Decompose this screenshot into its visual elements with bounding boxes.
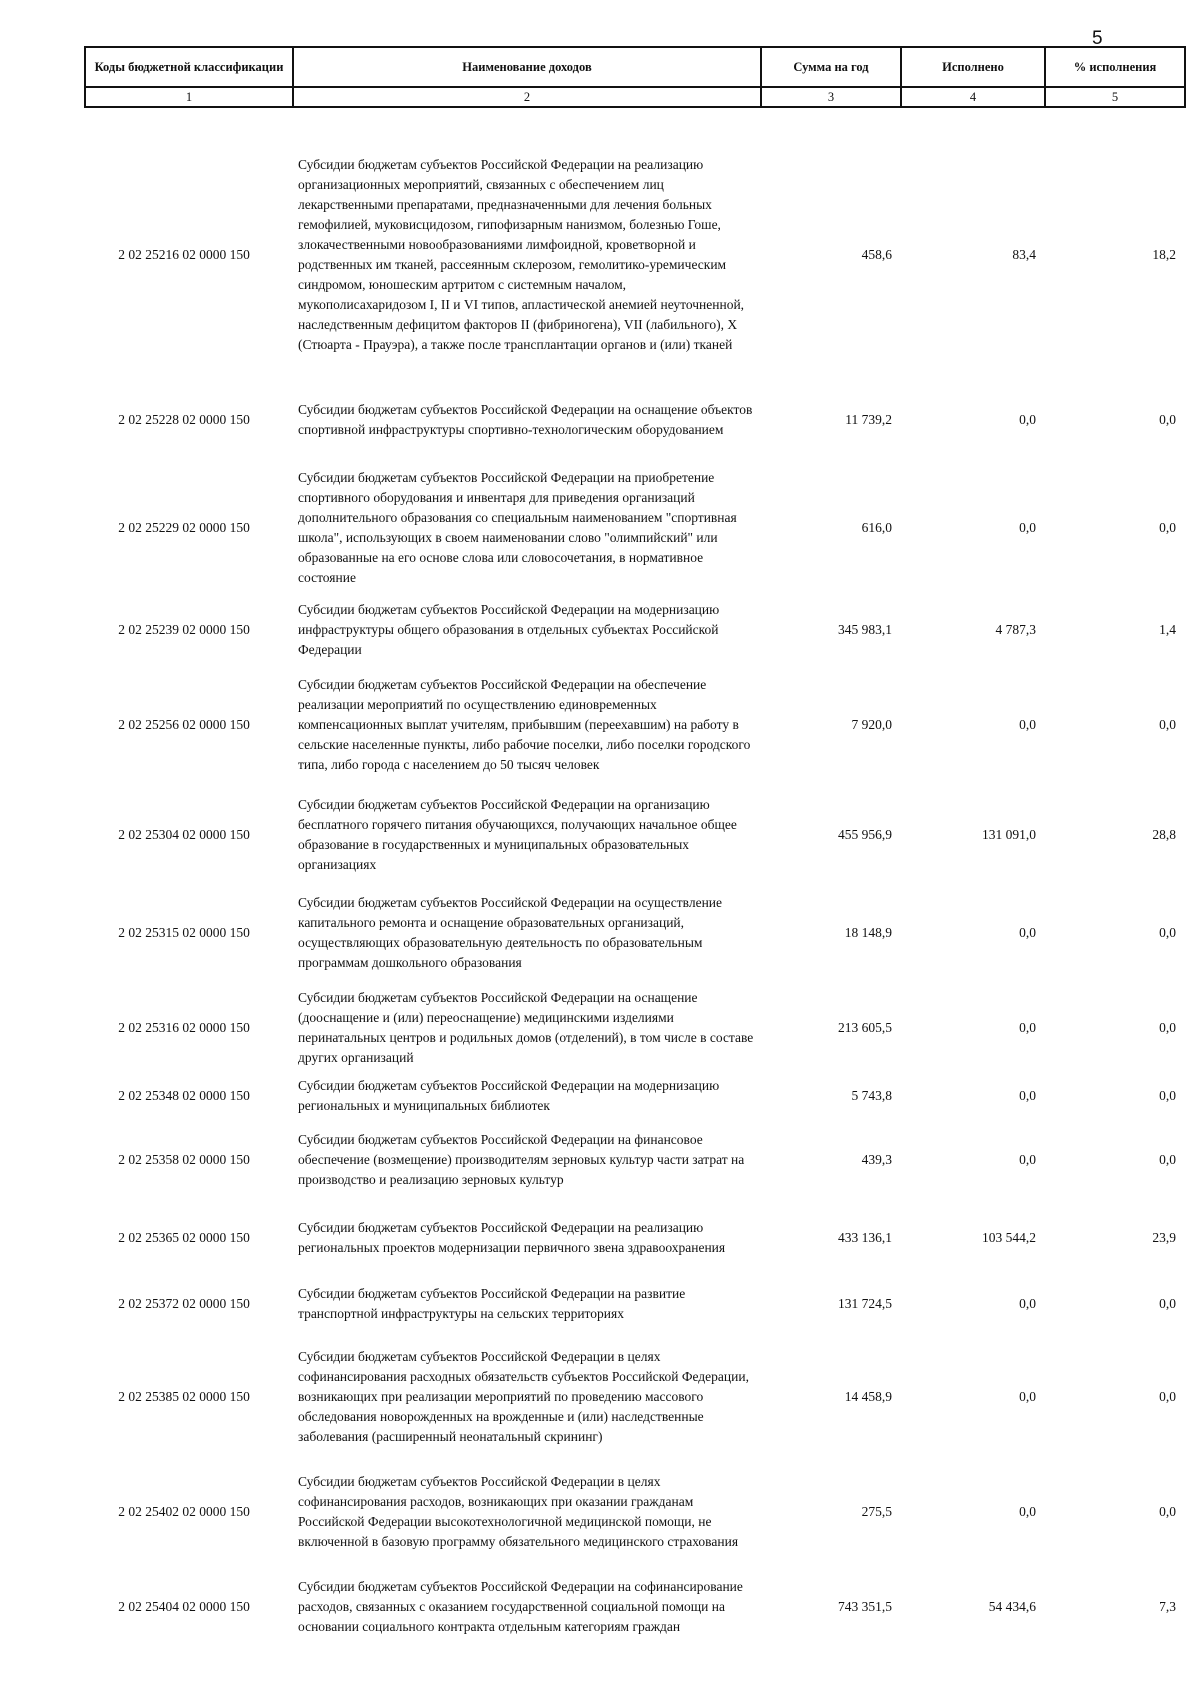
table-row [84,130,1184,380]
header-execution-percent: % исполнения [1045,47,1185,87]
executed-cell: 0,0 [1019,1503,1036,1519]
annual-sum-cell: 743 351,5 [838,1598,892,1614]
annual-sum-cell: 131 724,5 [838,1296,892,1311]
income-name-cell: Субсидии бюджетам субъектов Российской Федерации на организацию бесплатного горячего питания обучающихся, получающих начальное общее образование в государственных и муниципальных образовательных организациях [298,797,737,872]
budget-code-cell: 2 02 25348 02 0000 150 [118,1088,250,1103]
execution-percent-cell: 0,0 [1159,924,1176,940]
annual-sum-cell: 455 956,9 [838,827,892,842]
income-name-cell: Субсидии бюджетам субъектов Российской Федерации в целях софинансирования расходных обязательств субъектов Российской Федерации, возникающих при реализации мероприятий по проведению массового обследования новорожденных на врожденные и (или) наследственные заболевания (расширенный неонатальный скрининг) [298,1348,749,1444]
execution-percent-cell: 0,0 [1159,717,1176,732]
annual-sum-cell: 5 743,8 [851,1088,892,1103]
header-col-number: 4 [901,87,1045,107]
income-name-cell: Субсидии бюджетам субъектов Российской Федерации на модернизацию инфраструктуры общего образования в отдельных субъектах Российской Федерации [298,602,720,657]
income-name-cell: Субсидии бюджетам субъектов Российской Федерации на обеспечение реализации мероприятий по осуществлению единовременных компенсационных выплат учителям, прибывшим (переехавшим) на работу в сельские населенные пункты, либо рабочие поселки, либо поселки городского типа, либо города с населением до 50 тысяч человек [298,677,751,772]
table-row [84,1564,1184,1649]
income-name-cell: Субсидии бюджетам субъектов Российской Федерации на приобретение спортивного оборудования и инвентаря для приведения организаций дополнительного образования со специальным наименованием "спортивная школа", использующих в своем наименовании слово "олимпийский" или образованные на его основе слова или словосочетания, в нормативное состояние [298,469,737,585]
execution-percent-cell: 0,0 [1159,1151,1176,1167]
table-row [84,1274,1184,1334]
execution-percent-cell: 0,0 [1159,412,1176,427]
table-row [84,885,1184,980]
annual-sum-cell: 18 148,9 [844,924,892,940]
executed-cell: 0,0 [1019,717,1036,732]
budget-code-cell: 2 02 25402 02 0000 150 [118,1503,250,1519]
executed-cell: 0,0 [1019,1296,1036,1311]
budget-code-cell: 2 02 25315 02 0000 150 [118,924,250,940]
budget-code-cell: 2 02 25316 02 0000 150 [118,1019,250,1035]
budget-code-cell: 2 02 25229 02 0000 150 [118,519,250,535]
executed-cell: 83,4 [1012,247,1036,262]
income-name-cell: Субсидии бюджетам субъектов Российской Федерации на софинансирование расходов, связанных с оказанием государственной социальной помощи на основании социального контракта отдельным категориям граждан [298,1578,743,1634]
budget-code-cell: 2 02 25365 02 0000 150 [118,1230,250,1245]
executed-cell: 0,0 [1019,1388,1036,1404]
budget-code-cell: 2 02 25256 02 0000 150 [118,717,250,732]
budget-code-cell: 2 02 25239 02 0000 150 [118,622,250,637]
table-row [84,1459,1184,1564]
annual-sum-cell: 7 920,0 [851,717,892,732]
budget-code-cell: 2 02 25304 02 0000 150 [118,827,250,842]
executed-cell: 0,0 [1019,1151,1036,1167]
income-name-cell: Субсидии бюджетам субъектов Российской Федерации на оснащение (дооснащение и (или) переоснащение) медицинскими изделиями перинатальных центров и родильных домов (отделений), в том числе в составе других организаций [298,989,754,1065]
execution-percent-cell: 1,4 [1159,622,1176,637]
annual-sum-cell: 14 458,9 [844,1388,892,1404]
table-row [84,665,1184,785]
header-col-number: 2 [293,87,761,107]
budget-code-cell: 2 02 25372 02 0000 150 [118,1296,250,1311]
annual-sum-cell: 345 983,1 [838,622,892,637]
execution-percent-cell: 23,9 [1152,1230,1176,1245]
table-row [84,1075,1184,1117]
table-row [84,380,1184,460]
annual-sum-cell: 439,3 [861,1151,892,1167]
budget-code-cell: 2 02 25404 02 0000 150 [118,1598,250,1614]
table-row [84,1117,1184,1202]
header-col-number: 3 [761,87,901,107]
income-name-cell: Субсидии бюджетам субъектов Российской Федерации на модернизацию региональных и муниципальных библиотек [298,1078,720,1113]
budget-code-cell: 2 02 25216 02 0000 150 [118,247,250,262]
header-executed: Исполнено [901,47,1045,87]
execution-percent-cell: 0,0 [1159,519,1176,535]
table-row [84,980,1184,1075]
execution-percent-cell: 0,0 [1159,1019,1176,1035]
budget-code-cell: 2 02 25385 02 0000 150 [118,1388,250,1404]
table-row [84,595,1184,665]
executed-cell: 54 434,6 [988,1598,1036,1614]
execution-percent-cell: 7,3 [1159,1598,1176,1614]
income-name-cell: Субсидии бюджетам субъектов Российской Федерации на развитие транспортной инфраструктуры на сельских территориях [298,1286,686,1321]
income-table [84,130,1184,1649]
executed-cell: 0,0 [1019,1019,1036,1035]
income-name-cell: Субсидии бюджетам субъектов Российской Федерации на оснащение объектов спортивной инфраструктуры спортивно-технологическим оборудованием [298,402,753,437]
income-name-cell: Субсидии бюджетам субъектов Российской Федерации на реализацию региональных проектов модернизации первичного звена здравоохранения [298,1220,726,1255]
table-header [84,46,1186,108]
income-name-cell: Субсидии бюджетам субъектов Российской Федерации на осуществление капитального ремонта и оснащение образовательных организаций, осуществляющих образовательную деятельность по образовательным программам дошкольного образования [298,894,723,970]
income-name-cell: Субсидии бюджетам субъектов Российской Федерации на реализацию организационных мероприятий, связанных с обеспечением лиц лекарственными препаратами, предназначенными для лечения больных гемофилией, муковисцидозом, гипофизарным нанизмом, болезнью Гоше, злокачественными новообразованиями лимфоидной, кроветворной и родственных им тканей, рассеянным склерозом, гемолитико-уремическим синдромом, юношеским артритом с системным началом, мукополисахаридозом I, II и VI типов, апластической анемией неуточненной, наследственным дефицитом факторов II (фибриногена), VII (лабильного), X (Стюарта - Прауэра), а также после трансплантации органов и (или) тканей [298,157,745,352]
execution-percent-cell: 0,0 [1159,1388,1176,1404]
execution-percent-cell: 0,0 [1159,1503,1176,1519]
annual-sum-cell: 213 605,5 [838,1019,892,1035]
execution-percent-cell: 0,0 [1159,1296,1176,1311]
header-income-name: Наименование доходов [293,47,761,87]
executed-cell: 103 544,2 [982,1230,1036,1245]
executed-cell: 131 091,0 [982,827,1036,842]
executed-cell: 0,0 [1019,1088,1036,1103]
execution-percent-cell: 28,8 [1152,827,1176,842]
budget-code-cell: 2 02 25358 02 0000 150 [118,1151,250,1167]
table-row [84,1202,1184,1274]
executed-cell: 0,0 [1019,412,1036,427]
execution-percent-cell: 18,2 [1152,247,1176,262]
table-row [84,460,1184,595]
page-number: 5 [1092,28,1103,49]
header-budget-codes: Коды бюджетной классификации [85,47,293,87]
executed-cell: 4 787,3 [995,622,1036,637]
annual-sum-cell: 433 136,1 [838,1230,892,1245]
budget-code-cell: 2 02 25228 02 0000 150 [118,412,250,427]
annual-sum-cell: 458,6 [861,247,892,262]
header-col-number: 5 [1045,87,1185,107]
execution-percent-cell: 0,0 [1159,1088,1176,1103]
table-row [84,785,1184,885]
table-row [84,1334,1184,1459]
income-name-cell: Субсидии бюджетам субъектов Российской Федерации на финансовое обеспечение (возмещение) производителям зерновых культур части затрат на производство и реализацию зерновых культур [298,1131,745,1187]
annual-sum-cell: 616,0 [861,519,892,535]
income-name-cell: Субсидии бюджетам субъектов Российской Федерации в целях софинансирования расходов, возникающих при оказании гражданам Российской Федерации высокотехнологичной медицинской помощи, не включенной в базовую программу обязательного медицинского страхования [298,1473,739,1549]
header-annual-sum: Сумма на год [761,47,901,87]
executed-cell: 0,0 [1019,519,1036,535]
executed-cell: 0,0 [1019,924,1036,940]
annual-sum-cell: 275,5 [861,1503,892,1519]
annual-sum-cell: 11 739,2 [845,412,892,427]
header-col-number: 1 [85,87,293,107]
